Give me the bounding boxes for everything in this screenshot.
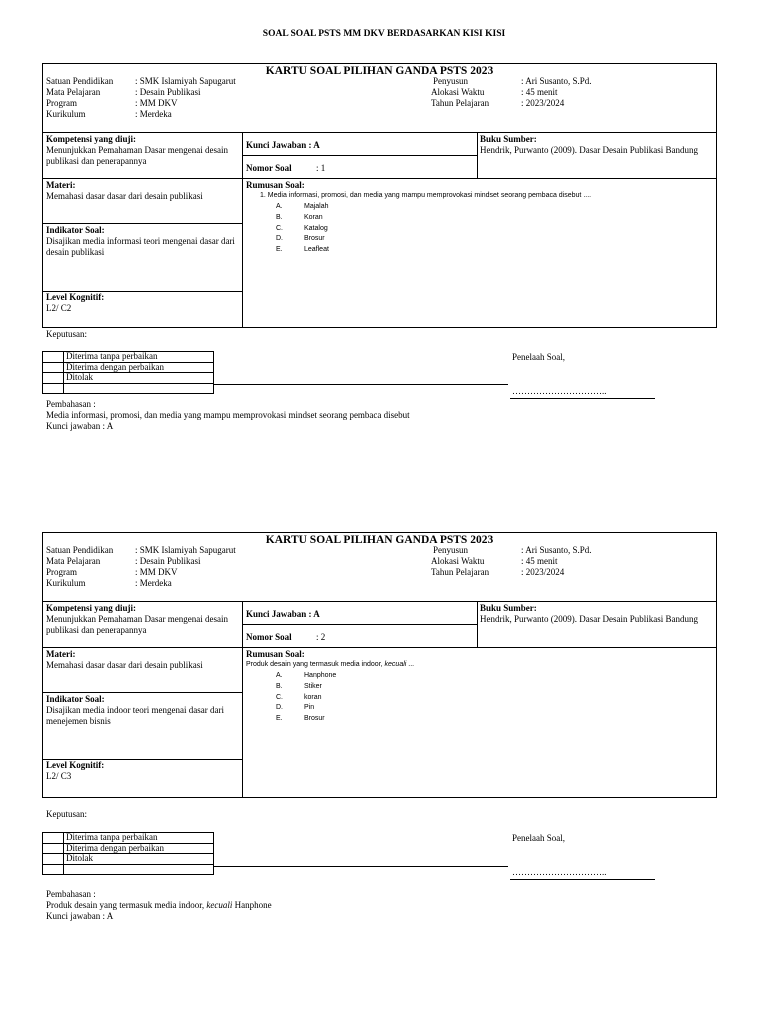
option-e: E. Brosur	[276, 715, 325, 723]
kompetensi-cell: Kompetensi yang diuji: Menunjukkan Pemahaman Dasar mengenai desain publikasi dan penerapannya	[46, 603, 228, 635]
option-b: B. Stiker	[276, 682, 322, 690]
option-c: C. Katalog	[276, 224, 328, 232]
decision-checkbox[interactable]	[43, 833, 64, 844]
option-d: D. Pin	[276, 704, 315, 712]
decision-checkbox[interactable]	[43, 843, 64, 854]
page-title: SOAL SOAL PSTS MM DKV BERDASARKAN KISI KISI	[262, 29, 506, 39]
penelaah-label: Penelaah Soal,	[512, 352, 565, 362]
signature-dots: …………………………..	[512, 867, 607, 877]
decision-checkbox[interactable]	[43, 373, 64, 384]
keputusan-label: Keputusan:	[46, 809, 87, 819]
rumusan-label: Rumusan Soal:	[246, 649, 305, 659]
left-info: Satuan Pendidikan : SMK Islamiyah Sapugarut Mata Pelajaran : Desain Publikasi Program : MM DKV Kurikulum : Merdeka	[46, 545, 236, 588]
option-b: B. Koran	[276, 213, 323, 221]
kunci-jawaban: Kunci Jawaban : A	[246, 609, 320, 619]
decision-row: Diterima tanpa perbaikan	[43, 833, 214, 844]
decision-checkbox[interactable]	[43, 352, 64, 363]
option-a: A. Hanphone	[276, 672, 337, 679]
pembahasan: Pembahasan : Produk desain yang termasuk media indoor, kecuali Hanphone Kunci jawaban : A	[46, 889, 272, 921]
level-kognitif-cell: Level Kognitif: L2/ C3	[46, 760, 105, 781]
options-list	[276, 671, 336, 725]
decision-row: Diterima tanpa perbaikan	[43, 352, 214, 363]
kunci-jawaban: Kunci Jawaban : A	[246, 140, 320, 150]
signature-dots: …………………………..	[512, 386, 607, 396]
decision-row: Ditolak	[43, 373, 214, 384]
right-info: Penyusun : Ari Susanto, S.Pd. Alokasi Waktu : 45 menit Tahun Pelajaran : 2023/2024	[431, 545, 592, 577]
keputusan-label: Keputusan:	[46, 329, 87, 339]
question-card-1	[42, 63, 717, 443]
materi-cell: Materi: Memahasi dasar dasar dari desain publikasi	[46, 180, 203, 201]
option-e: E. Leafleat	[276, 246, 329, 254]
decision-table	[42, 351, 214, 394]
decision-row: Ditolak	[43, 854, 214, 865]
decision-row	[43, 864, 214, 875]
question-text: 1. Media informasi, promosi, dan media yang mampu memprovokasi mindset seorang pembaca disebut ....	[260, 192, 592, 199]
question-text: Produk desain yang termasuk media indoor, kecuali ...	[246, 661, 415, 668]
pembahasan: Pembahasan : Media informasi, promosi, dan media yang mampu memprovokasi mindset seorang pembaca disebut Kunci jawaban : A	[46, 399, 410, 431]
nomor-soal: Nomor Soal : 2	[246, 632, 326, 642]
option-d: D. Brosur	[276, 235, 325, 243]
decision-checkbox[interactable]	[43, 383, 64, 394]
options-list	[276, 202, 329, 256]
decision-row: Diterima dengan perbaikan	[43, 843, 214, 854]
nomor-soal: Nomor Soal : 1	[246, 163, 326, 173]
indikator-cell: Indikator Soal: Disajikan media indoor teori mengenai dasar dari menejemen bisnis	[46, 694, 224, 726]
card-title: KARTU SOAL PILIHAN GANDA PSTS 2023	[265, 534, 494, 546]
buku-sumber-cell: Buku Sumber: Hendrik, Purwanto (2009). Dasar Desain Publikasi Bandung	[480, 603, 698, 624]
option-c: C. koran	[276, 693, 322, 701]
penelaah-label: Penelaah Soal,	[512, 833, 565, 843]
level-kognitif-cell: Level Kognitif: L2/ C2	[46, 292, 105, 313]
decision-checkbox[interactable]	[43, 362, 64, 373]
question-card-2	[42, 532, 717, 932]
indikator-cell: Indikator Soal: Disajikan media informasi teori mengenai dasar dari desain publikasi	[46, 225, 235, 257]
decision-checkbox[interactable]	[43, 854, 64, 865]
rumusan-label: Rumusan Soal:	[246, 180, 305, 190]
card-title: KARTU SOAL PILIHAN GANDA PSTS 2023	[265, 65, 494, 77]
decision-checkbox[interactable]	[43, 864, 64, 875]
buku-sumber-cell: Buku Sumber: Hendrik, Purwanto (2009). Dasar Desain Publikasi Bandung	[480, 134, 698, 155]
kompetensi-cell: Kompetensi yang diuji: Menunjukkan Pemahaman Dasar mengenai desain publikasi dan penerapannya	[46, 134, 228, 166]
right-info: Penyusun : Ari Susanto, S.Pd. Alokasi Waktu : 45 menit Tahun Pelajaran : 2023/2024	[431, 76, 592, 108]
decision-row	[43, 383, 214, 394]
decision-row: Diterima dengan perbaikan	[43, 362, 214, 373]
left-info: Satuan Pendidikan : SMK Islamiyah Sapugarut Mata Pelajaran : Desain Publikasi Program : MM DKV Kurikulum : Merdeka	[46, 76, 236, 119]
decision-table	[42, 832, 214, 875]
materi-cell: Materi: Memahasi dasar dasar dari desain publikasi	[46, 649, 203, 670]
option-a: A. Majalah	[276, 203, 329, 210]
